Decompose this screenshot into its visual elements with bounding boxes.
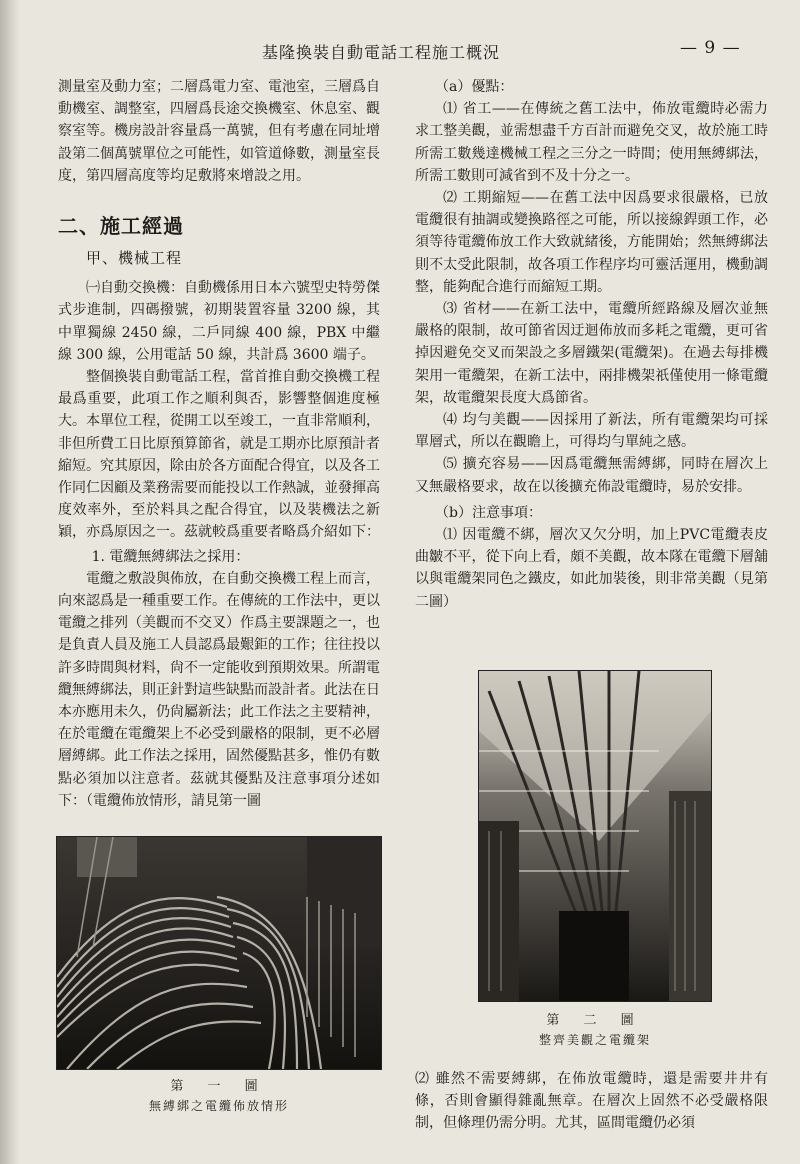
note-2: ⑵ 雖然不需要縛綁，在佈放電纜時，還是需要井井有條，否則會顯得雜亂無章。在層次上固然不必受嚴格限制，但條理仍需分明。尤其，區間電纜仍必須 [415, 1071, 768, 1132]
figure-1-photo [56, 836, 382, 1070]
header-title: 基隆換裝自動電話工程施工概況 [262, 43, 501, 62]
item-one-paragraph: ㈠自動交換機：自動機係用日本六號型史特勞傑式步進制，四碼撥號，初期裝置容量 3200 線，其中單獨線 2450 線，二戶同線 400 線，PBX 中繼線 300 線，公用電話 50 線，共計爲 3600 端子。 [58, 280, 380, 363]
advantage-3: ⑶ 省材——在新工法中，電纜所經路線及層次並無嚴格的限制，故可節省因迂迴佈放而多耗之電纜，更可省掉因避免交叉而架設之多層鐵架(電纜架)。在過去每排機架用一電纜架，在新工法中，兩排機架祇僅使用一條電纜架，故電纜架長度大爲節省。 [415, 301, 768, 406]
figure-1 [56, 836, 382, 1116]
left-column [58, 76, 380, 812]
paragraph-three: 電纜之敷設與佈放，在自動交換機工程上而言，向來認爲是一種重要工作。在傳統的工作法中，更以電纜之排列（美觀而不交叉）作爲主要課題之一，也是負責人員及施工人員認爲最艱鉅的工作；往往投以許多時間與材料，尙不一定能收到預期效果。所謂電纜無縛綁法，則正針對這些缺點而設計者。此法在日本亦應用未久，仍尙屬新法；此工作法之主要精神，在於電纜在電纜架上不必受到嚴格的限制，更不必層層縛綁。此工作法之採用，固然優點甚多，惟仍有數點必須加以注意者。茲就其優點及注意事項分述如下：（電纜佈放情形，請見第一圖 [58, 570, 380, 809]
advantage-1: ⑴ 省工——在傳統之舊工法中，佈放電纜時必需力求工整美觀，並需想盡千方百計而避免交叉，故於施工時所需工數幾達機械工程之三分之一時間；使用無縛綁法，所需工數則可減省到不及十分之一。 [415, 101, 768, 184]
advantages-heading: （a）優點： [435, 79, 514, 95]
figure-2 [478, 670, 712, 1050]
intro-paragraph: 測量室及動力室；二層爲電力室、電池室，三層爲自動機室、調整室，四層爲長途交換機室、休息室、觀察室等。機房設計容量爲一萬號，但有考慮在同址增設第二個萬號單位之可能性，如管道條數，測量室長度，第四層高度等均足敷將來增設之用。 [58, 79, 380, 184]
advantage-5: ⑸ 擴充容易——因爲電纜無需縛綁，同時在層次上又無嚴格要求，故在以後擴充佈設電纜時，易於安排。 [415, 456, 768, 495]
figure-1-number: 第 一 圖 [170, 1079, 268, 1094]
figure-2-photo [478, 670, 712, 1002]
page-binding-shadow [0, 0, 20, 1164]
note-1: ⑴ 因電纜不綁，層次又欠分明，加上PVC電纜表皮曲皺不平，從下向上看，頗不美觀，故本隊在電纜下層舖以與電纜架同色之鐵皮，如此加裝後，則非常美觀（見第二圖） [415, 527, 768, 610]
cable-layout-photo-1 [57, 837, 381, 1069]
subheading: 甲、機械工程 [86, 249, 183, 268]
right-column [415, 76, 768, 613]
bottom-right-text [415, 1068, 768, 1135]
page-number: — 9 — [680, 38, 741, 58]
section-heading: 二、施工經過 [58, 214, 184, 239]
figure-1-caption: 無縛綁之電纜佈放情形 [148, 1099, 289, 1113]
running-header [262, 40, 762, 66]
paragraph-two: 整個換裝自動電話工程，當首推自動交換機工程最爲重要，此項工作之順利與否，影響整個進度極大。本單位工程，從開工以至竣工，一直非常順利，非但所費工日比原預算節省，就是工期亦比原預計者縮短。究其原因，除由於各方面配合得宜，以及各工作同仁因顧及業務需要而能投以工作熱誠，並發揮高度效率外，至於料具之配合得宜，以及裝機法之新穎，亦爲原因之一。茲就較爲重要者略爲介紹如下： [58, 369, 380, 541]
numbered-heading: 1. 電纜無縛綁法之採用： [91, 548, 250, 565]
notes-heading: （b）注意事項： [435, 504, 542, 521]
advantage-4: ⑷ 均勻美觀——因採用了新法，所有電纜架均可採單層式，所以在觀瞻上，可得均勻單純之感。 [415, 412, 768, 451]
cable-rack-photo-2 [479, 671, 711, 1001]
figure-2-caption: 整齊美觀之電纜架 [538, 1033, 651, 1047]
figure-2-number: 第 二 圖 [546, 1013, 644, 1028]
advantage-2: ⑵ 工期縮短——在舊工法中因爲要求很嚴格，已放電纜很有抽調或變換路徑之可能，所以接線銲頭工作，必須等待電纜佈放工作大致就緒後，方能開始；然無縛綁法則不太受此限制，故各項工作程序均可靈活運用，機動調整，能夠配合進行而縮短工期。 [415, 190, 768, 295]
